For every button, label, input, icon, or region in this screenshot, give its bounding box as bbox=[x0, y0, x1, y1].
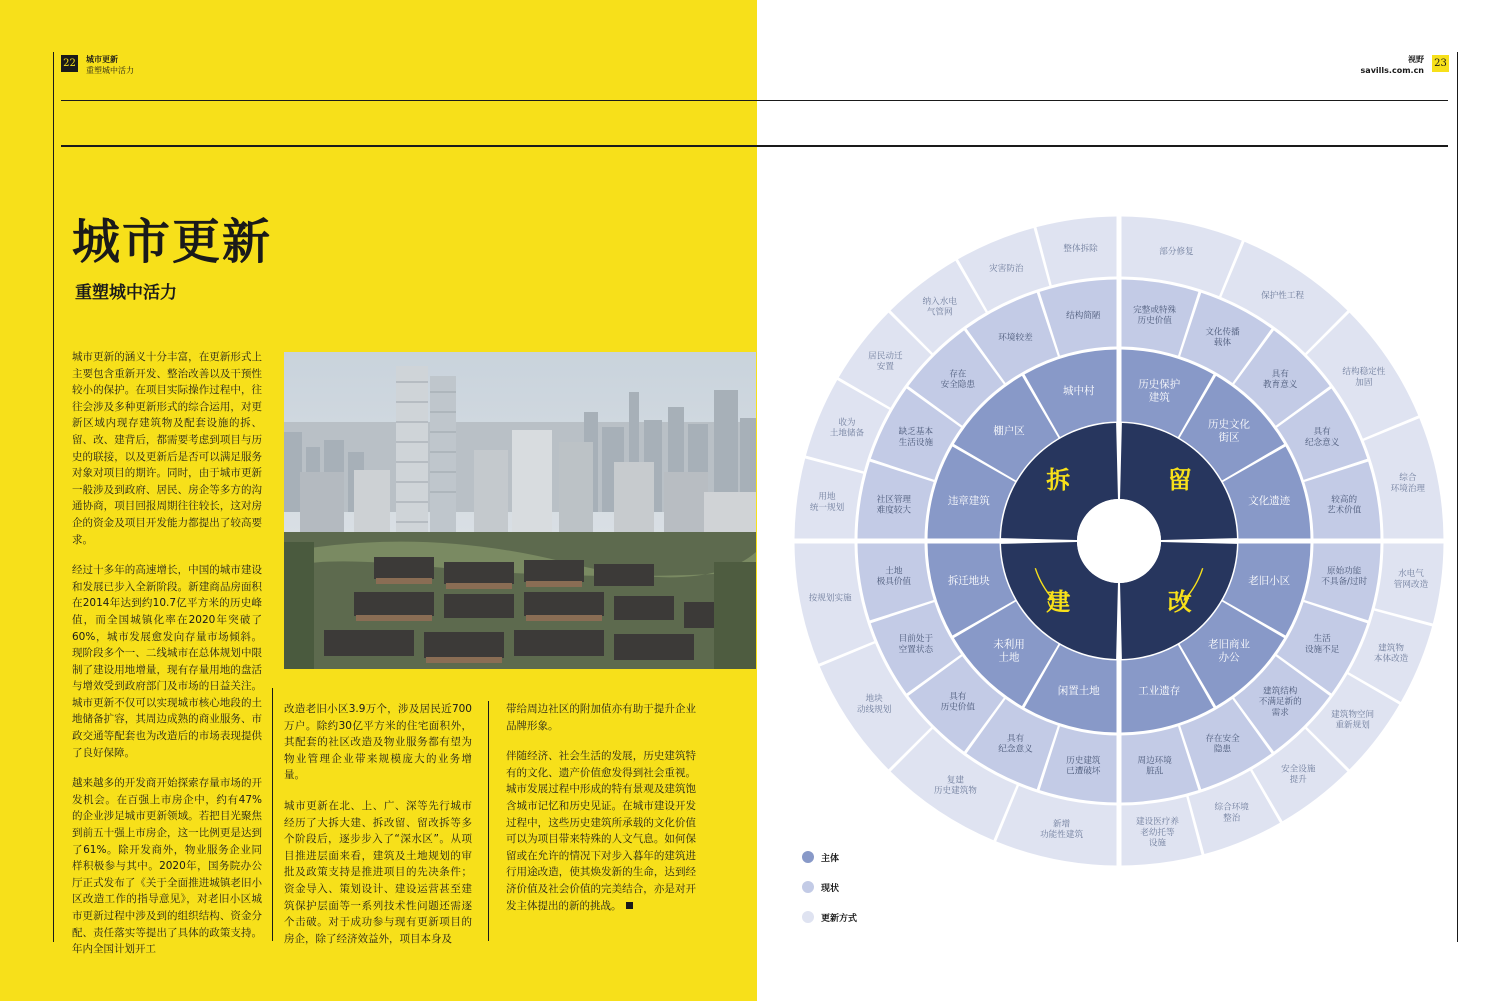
segment-label: 历史保护建筑 bbox=[1138, 378, 1181, 404]
legend-label: 更新方式 bbox=[821, 913, 858, 924]
legend-swatch bbox=[802, 881, 814, 893]
segment-label: 收为土地储备 bbox=[829, 417, 865, 439]
segment-label: 文化传播载体 bbox=[1205, 327, 1240, 349]
segment-label: 环境较差 bbox=[998, 332, 1033, 343]
segment-label: 整体拆除 bbox=[1063, 244, 1098, 255]
segment-label: 新增功能性建筑 bbox=[1040, 819, 1084, 841]
legend-item-status bbox=[802, 872, 857, 902]
wheel-hub bbox=[1077, 499, 1161, 583]
segment-label: 历史文化街区 bbox=[1207, 418, 1250, 444]
column-divider bbox=[272, 688, 273, 941]
segment-label: 城中村 bbox=[1063, 384, 1095, 397]
segment-label: 未利用土地 bbox=[993, 638, 1025, 664]
segment-label: 棚户区 bbox=[993, 425, 1025, 438]
core-label: 改 bbox=[1167, 587, 1192, 616]
segment-label: 老旧商业办公 bbox=[1207, 638, 1250, 664]
segment-label: 建设医疗养老幼托等设施 bbox=[1135, 817, 1179, 849]
legend-label: 主体 bbox=[821, 853, 840, 864]
right-site-url: savills.com.cn bbox=[1360, 66, 1424, 75]
column-divider bbox=[488, 701, 489, 941]
diagram-legend bbox=[802, 842, 857, 932]
segment-label: 完整或特殊历史价值 bbox=[1133, 305, 1177, 327]
right-page-number: 23 bbox=[1432, 55, 1449, 72]
left-page-number: 22 bbox=[61, 55, 78, 72]
text-column-1 bbox=[72, 349, 262, 972]
paragraph: 改造老旧小区3.9万个，涉及居民近700万户。除约30亿平方米的住宅面积外，其配套的社区改造及物业服务都有望为物业管理企业带来规模庞大的业务增量。 bbox=[284, 703, 472, 782]
right-running-header bbox=[1361, 54, 1424, 76]
segment-label: 生活设施不足 bbox=[1304, 634, 1340, 655]
segment-label: 部分修复 bbox=[1159, 247, 1194, 258]
segment-label: 地块动线规划 bbox=[856, 694, 892, 715]
core-label: 建 bbox=[1046, 587, 1071, 616]
segment-label: 建筑物空间重新规划 bbox=[1331, 709, 1375, 731]
segment-label: 复建历史建筑物 bbox=[933, 775, 977, 797]
segment-label: 较高的艺术价值 bbox=[1326, 494, 1362, 516]
segment-label: 综合环境整治 bbox=[1214, 802, 1249, 824]
text-column-2 bbox=[284, 701, 472, 961]
segment-label: 缺乏基本生活设施 bbox=[898, 427, 934, 448]
segment-label: 具有历史价值 bbox=[940, 691, 975, 713]
segment-label: 安全设施提升 bbox=[1281, 764, 1316, 786]
segment-label: 建筑结构不满足新的需求 bbox=[1258, 686, 1302, 718]
paragraph: 城市更新的涵义十分丰富，在更新形式上主要包含重新开发、整治改善以及干预性较小的保护。在项目实际操作过程中，往往会涉及多种更新形式的综合运用，对更新区域内现存建筑物及配套设施的拆、留、改、建背后，都需要考虑到项目与历史的联接，以及更新后是否可以满足服务对象对项目的期许。同时，由于城市更新一般涉及到政府、居民、房企等多方的沟通协商，项目回报周期往往较长，这对房企的资金及项目开发能力都提出了较高要求。 bbox=[72, 351, 262, 546]
title-rule bbox=[61, 145, 1448, 147]
right-margin-rule bbox=[1457, 52, 1458, 942]
segment-label: 违章建筑 bbox=[947, 494, 990, 507]
city-aerial-photo bbox=[284, 352, 756, 669]
left-section-title: 城市更新 bbox=[86, 55, 118, 64]
segment-label: 文化遗迹 bbox=[1248, 494, 1291, 507]
segment-label: 闲置土地 bbox=[1057, 685, 1100, 698]
segment-label: 存在安全隐患 bbox=[940, 369, 975, 391]
segment-label: 老旧小区 bbox=[1248, 575, 1291, 588]
left-section-subtitle: 重塑城中活力 bbox=[86, 66, 134, 75]
segment-label: 土地极具价值 bbox=[876, 566, 912, 588]
segment-label: 综合环境治理 bbox=[1390, 473, 1426, 494]
end-of-article-mark bbox=[626, 902, 633, 909]
segment-label: 具有教育意义 bbox=[1263, 369, 1298, 391]
segment-label: 周边环境脏乱 bbox=[1137, 755, 1172, 777]
segment-label: 原始功能不具备/过时 bbox=[1321, 566, 1368, 588]
segment-label: 保护性工程 bbox=[1261, 291, 1305, 302]
paragraph: 带给周边社区的附加值亦有助于提升企业品牌形象。 bbox=[506, 703, 696, 732]
paragraph-with-end-mark bbox=[506, 748, 696, 914]
legend-item-subject bbox=[802, 842, 857, 872]
segment-label: 目前处于空置状态 bbox=[898, 634, 934, 655]
urban-renewal-wheel-diagram bbox=[790, 212, 1448, 870]
core-label: 留 bbox=[1167, 466, 1192, 495]
segment-label: 灾害防治 bbox=[989, 263, 1024, 274]
segment-label: 历史建筑已遭破坏 bbox=[1066, 755, 1101, 777]
segment-label: 居民动迁安置 bbox=[868, 351, 903, 373]
legend-swatch bbox=[802, 911, 814, 923]
segment-label: 存在安全隐患 bbox=[1205, 733, 1240, 755]
legend-swatch bbox=[802, 851, 814, 863]
left-margin-rule bbox=[53, 52, 54, 942]
segment-label: 建筑物本体改造 bbox=[1373, 643, 1409, 665]
paragraph: 城市更新在北、上、广、深等先行城市经历了大拆大建、拆改留、留改拆等多个阶段后，逐步步入了“深水区”。从项目推进层面来看，建筑及土地规划的审批及政策支持是推进项目的先决条件；资金导入、策划设计、建设运营甚至建筑保护层面等一系列技术性问题还需逐个击破。对于成功参与现有更新项目的房企，除了经济效益外，项目本身及 bbox=[284, 799, 472, 945]
paragraph-text: 伴随经济、社会生活的发展，历史建筑特有的文化、遗产价值愈发得到社会重视。城市发展过程中形成的特有景观及建筑饱含城市记忆和历史见证。在城市建设开发过程中，这些历史建筑所承载的文化价值可以为项目带来特殊的人文气息。如何保留或在允许的情况下对步入暮年的建筑进行用途改造，使其焕发新的生命，达到经济价值及社会价值的完美结合，亦是对开发主体提出的新的挑战。 bbox=[506, 750, 696, 912]
text-column-3 bbox=[506, 701, 696, 928]
header-rule bbox=[61, 100, 1448, 101]
left-running-header bbox=[86, 54, 134, 76]
segment-label: 结构简陋 bbox=[1066, 310, 1101, 321]
article-subtitle: 重塑城中活力 bbox=[75, 283, 177, 303]
segment-label: 按规划实施 bbox=[808, 593, 852, 604]
segment-label: 具有纪念意义 bbox=[998, 733, 1033, 755]
article-title: 城市更新 bbox=[72, 214, 273, 270]
segment-label: 工业遗存 bbox=[1138, 685, 1181, 698]
legend-label: 现状 bbox=[821, 883, 840, 894]
segment-label: 水电气管网改造 bbox=[1393, 569, 1429, 590]
paragraph: 经过十多年的高速增长，中国的城市建设和发展已步入全新阶段。新建商品房面积在2014年达到约10.7亿平方米的历史峰值，而全国城镇化率在2020年突破了60%，城市发展愈发向存量市场倾斜。现阶段多个一、二线城市在总体规划中限制了建设用地增量，现有存量用地的盘活与增效受到政府部门及市场的日益关注。城市更新不仅可以实现城市核心地段的土地储备扩容，其周边成熟的商业服务、市政交通等配套也为改造后的市场表现提供了良好保障。 bbox=[72, 564, 262, 759]
segment-label: 结构稳定性加固 bbox=[1342, 367, 1386, 388]
segment-label: 社区管理难度较大 bbox=[876, 494, 912, 516]
right-section-title: 视野 bbox=[1408, 55, 1424, 64]
legend-item-renewal-method bbox=[802, 902, 857, 932]
segment-label: 具有纪念意义 bbox=[1304, 427, 1340, 448]
segment-label: 用地统一规划 bbox=[809, 492, 845, 513]
paragraph: 越来越多的开发商开始探索存量市场的开发机会。在百强上市房企中，约有47%的企业涉足城市更新领域。若把目光聚焦到前五十强上市房企，这一比例更是达到了61%。除开发商外，物业服务企业同样积极参与其中。2020年，国务院办公厅正式发布了《关于全面推进城镇老旧小区改造工作的指导意见》，对老旧小区城市更新过程中涉及到的组织结构、资金分配、责任落实等提出了具体的政策支持。年内全国计划开工 bbox=[72, 777, 262, 956]
segment-label: 纳入水电气管网 bbox=[922, 296, 957, 318]
segment-label: 拆迁地块 bbox=[947, 575, 990, 588]
core-label: 拆 bbox=[1046, 466, 1071, 495]
